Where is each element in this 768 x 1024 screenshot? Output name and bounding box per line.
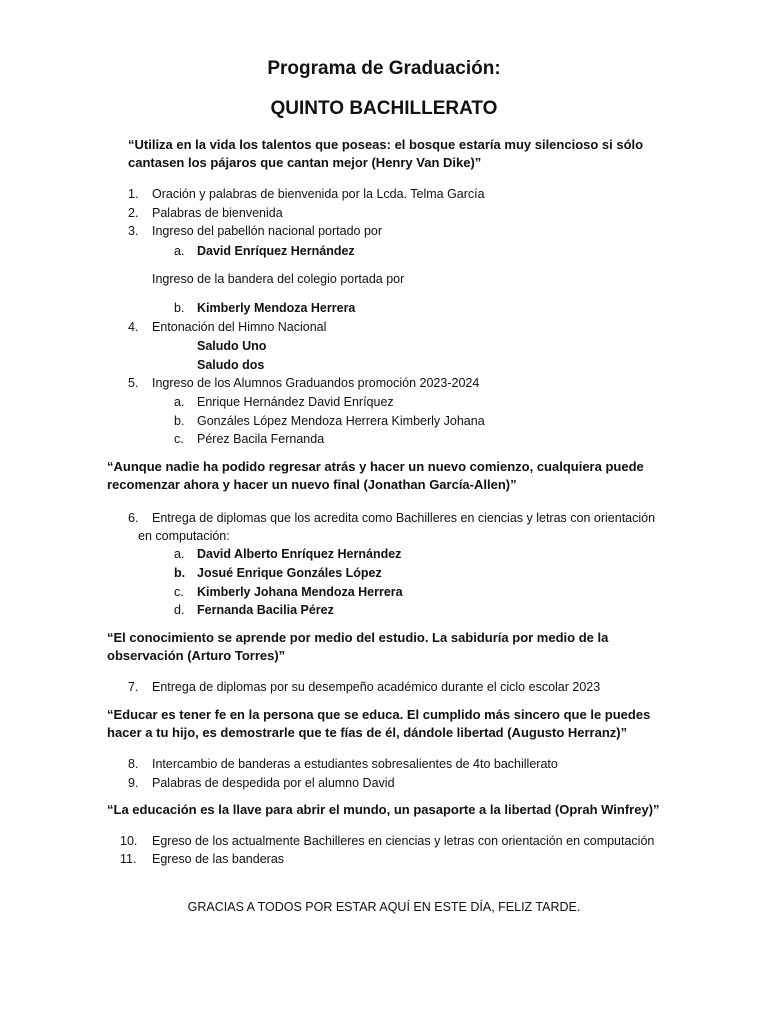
subitem-letter: b. [174,566,186,580]
subitem-letter: b. [174,414,185,428]
quote-herranz: “Educar es tener fe en la persona que se educa. El cumplido más sincero que le puedes hacer a tu hijo, es demostrarle que te fías de él, dándole libertad (Augusto Herranz)” [107,707,651,740]
item-number: 9. [128,776,139,790]
quote-torres: “El conocimiento se aprende por medio del estudio. La sabiduría por medio de la observación (Arturo Torres)” [107,630,609,663]
subitem-text: Fernanda Bacilia Pérez [197,603,334,617]
item-text: Oración y palabras de bienvenida por la Lcda. Telma García [152,187,485,201]
subitem-letter: c. [174,585,184,599]
document-title: Programa de Graduación: [267,58,501,79]
item-text: Entrega de diplomas que los acredita como Bachilleres en ciencias y letras con orientación en computación: [138,511,656,543]
subitem-text: Kimberly Johana Mendoza Herrera [197,585,403,599]
quote-garcia-allen: “Aunque nadie ha podido regresar atrás y hacer un nuevo comienzo, cualquiera puede recomenzar ahora y hacer un nuevo final (Jonathan García-Allen)” [107,459,644,492]
item-number: 7. [128,680,139,694]
item-note: Ingreso de la bandera del colegio portada por [152,272,405,286]
item-text: Ingreso del pabellón nacional portado por [152,224,383,238]
subitem-text: Josué Enrique Gonzáles López [197,566,382,580]
quote-van-dike: “Utiliza en la vida los talentos que poseas: el bosque estaría muy silencioso si sólo cantasen los pájaros que cantan mejor (Henry Van Dike)” [128,137,644,170]
subitem-text: David Enríquez Hernández [197,244,355,258]
item-number: 4. [128,320,139,334]
item-text: Entrega de diplomas por su desempeño académico durante el ciclo escolar 2023 [152,680,601,694]
item-text: Egreso de las banderas [152,852,285,866]
subitem-text: Pérez Bacila Fernanda [197,432,325,446]
item-number: 1. [128,187,139,201]
subitem-text: Enrique Hernández David Enríquez [197,395,394,409]
subitem-letter: a. [174,547,185,561]
subitem-text: Gonzáles López Mendoza Herrera Kimberly Johana [197,414,485,428]
item-number: 11. [120,852,137,866]
item-number: 6. [128,511,139,525]
subitem-letter: c. [174,432,184,446]
quote-winfrey: “La educación es la llave para abrir el mundo, un pasaporte a la libertad (Oprah Winfrey)” [107,802,660,817]
item-text: Ingreso de los Alumnos Graduandos promoción 2023-2024 [152,376,480,390]
subitem-text: Saludo Uno [197,339,267,353]
item-number: 5. [128,376,139,390]
subitem-letter: b. [174,301,185,315]
subitem-text: David Alberto Enríquez Hernández [197,547,402,561]
subitem-text: Kimberly Mendoza Herrera [197,301,356,315]
closing-message: GRACIAS A TODOS POR ESTAR AQUÍ EN ESTE DÍA, FELIZ TARDE. [187,900,581,914]
item-text: Palabras de despedida por el alumno David [152,776,395,790]
item-number: 10. [120,834,138,848]
subitem-text: Saludo dos [197,358,265,372]
item-text: Palabras de bienvenida [152,206,283,220]
item-number: 2. [128,206,139,220]
item-number: 8. [128,757,139,771]
item-text: Intercambio de banderas a estudiantes sobresalientes de 4to bachillerato [152,757,558,771]
subitem-letter: a. [174,395,185,409]
item-number: 3. [128,224,139,238]
item-text: Entonación del Himno Nacional [152,320,327,334]
subitem-letter: a. [174,244,185,258]
subitem-letter: d. [174,603,185,617]
document-subtitle: QUINTO BACHILLERATO [270,98,498,119]
item-text: Egreso de los actualmente Bachilleres en ciencias y letras con orientación en computación [152,834,655,848]
